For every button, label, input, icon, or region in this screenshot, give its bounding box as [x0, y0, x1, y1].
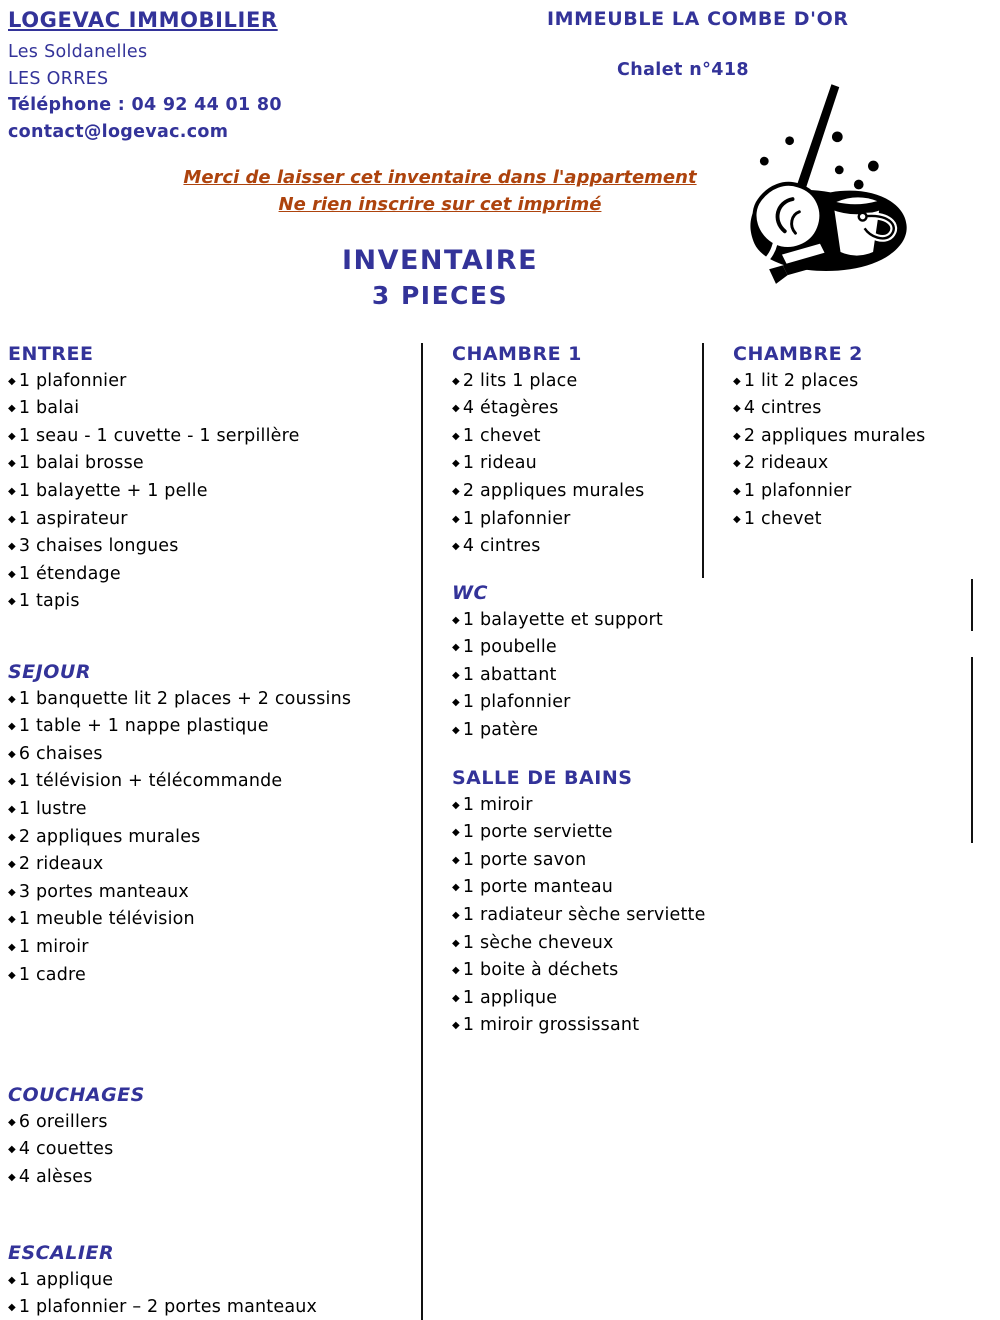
list-item: [733, 368, 926, 396]
diamond-bullet-icon: ◆: [8, 914, 16, 926]
list-item: [733, 506, 926, 534]
section-item-list: [8, 686, 351, 990]
list-item: [8, 796, 351, 824]
item-text: 1 tapis: [18, 591, 80, 612]
list-item: [8, 824, 351, 852]
list-item: [8, 879, 351, 907]
item-text: 4 couettes: [18, 1139, 114, 1160]
diamond-bullet-icon: ◆: [452, 485, 460, 497]
section-item-list: [452, 607, 663, 745]
margin-tick-lower: [971, 657, 973, 843]
item-text: 1 banquette lit 2 places + 2 coussins: [18, 688, 352, 709]
section-salle-de-bains: [452, 765, 706, 1040]
diamond-bullet-icon: ◆: [733, 485, 741, 497]
notice-block: [110, 164, 770, 218]
list-item: [733, 395, 926, 423]
item-text: 3 chaises longues: [18, 536, 179, 557]
item-text: 1 porte savon: [462, 849, 587, 870]
diamond-bullet-icon: ◆: [8, 596, 16, 608]
notice-line-2: Ne rien inscrire sur cet imprimé: [278, 194, 602, 215]
diamond-bullet-icon: ◆: [733, 403, 741, 415]
item-text: 1 miroir: [462, 794, 533, 815]
list-item: [8, 423, 300, 451]
list-item: [8, 906, 351, 934]
list-item: [452, 847, 706, 875]
list-item: [8, 1136, 145, 1164]
section-item-list: [8, 1109, 145, 1192]
diamond-bullet-icon: ◆: [8, 513, 16, 525]
list-item: [452, 368, 645, 396]
item-text: 1 chevet: [462, 425, 541, 446]
item-text: 1 chevet: [743, 508, 822, 529]
list-item: [8, 588, 300, 616]
section-title: CHAMBRE 1: [452, 343, 582, 365]
item-text: 1 patère: [462, 719, 539, 740]
item-text: 1 boite à déchets: [462, 960, 619, 981]
item-text: 4 étagères: [462, 398, 559, 419]
section-item-list: [733, 368, 926, 534]
item-text: 4 cintres: [743, 398, 822, 419]
item-text: 1 cadre: [18, 964, 87, 985]
cleaning-mop-bucket-icon: [738, 78, 923, 293]
item-text: 6 chaises: [18, 743, 103, 764]
item-text: 1 plafonnier: [462, 508, 571, 529]
diamond-bullet-icon: ◆: [452, 375, 460, 387]
diamond-bullet-icon: ◆: [8, 568, 16, 580]
list-item: [452, 957, 706, 985]
diamond-bullet-icon: ◆: [8, 1274, 16, 1286]
diamond-bullet-icon: ◆: [452, 430, 460, 442]
list-item: [8, 962, 351, 990]
diamond-bullet-icon: ◆: [452, 458, 460, 470]
list-item: [452, 607, 663, 635]
list-item: [8, 450, 300, 478]
diamond-bullet-icon: ◆: [8, 859, 16, 871]
item-text: 1 rideau: [462, 453, 537, 474]
item-text: 1 porte manteau: [462, 877, 614, 898]
item-text: 1 abattant: [462, 664, 557, 685]
list-item: [8, 934, 351, 962]
section-item-list: [8, 368, 300, 616]
list-item: [8, 395, 300, 423]
list-item: [452, 985, 706, 1013]
list-item: [452, 662, 663, 690]
item-text: 1 aspirateur: [18, 508, 128, 529]
diamond-bullet-icon: ◆: [452, 1020, 460, 1032]
list-item: [452, 874, 706, 902]
section-sejour: [8, 659, 351, 989]
diamond-bullet-icon: ◆: [452, 513, 460, 525]
list-item: [452, 395, 645, 423]
email-address: contact@logevac.com: [8, 121, 229, 142]
section-entree: [8, 341, 300, 616]
section-escalier: [8, 1240, 317, 1320]
diamond-bullet-icon: ◆: [8, 941, 16, 953]
list-item: [8, 768, 351, 796]
column-divider-left: [421, 343, 423, 1320]
list-item: [452, 792, 706, 820]
list-item: [8, 1164, 145, 1192]
section-item-list: [452, 368, 645, 561]
diamond-bullet-icon: ◆: [452, 909, 460, 921]
list-item: [8, 686, 351, 714]
item-text: 2 rideaux: [743, 453, 829, 474]
item-text: 1 plafonnier: [462, 692, 571, 713]
title-line-2: 3 PIECES: [371, 281, 509, 310]
list-item: [452, 930, 706, 958]
diamond-bullet-icon: ◆: [8, 541, 16, 553]
list-item: [733, 423, 926, 451]
notice-line-1: Merci de laisser cet inventaire dans l'appartement: [183, 167, 697, 188]
list-item: [8, 851, 351, 879]
list-item: [452, 506, 645, 534]
item-text: 1 plafonnier: [18, 370, 127, 391]
diamond-bullet-icon: ◆: [8, 430, 16, 442]
diamond-bullet-icon: ◆: [8, 803, 16, 815]
section-title: ENTREE: [8, 343, 94, 365]
section-item-list: [8, 1267, 317, 1320]
item-text: 1 miroir: [18, 936, 89, 957]
column-divider-right: [702, 343, 704, 578]
diamond-bullet-icon: ◆: [452, 799, 460, 811]
list-item: [452, 533, 645, 561]
diamond-bullet-icon: ◆: [8, 748, 16, 760]
diamond-bullet-icon: ◆: [452, 697, 460, 709]
item-text: 1 plafonnier: [743, 480, 852, 501]
list-item: [452, 689, 663, 717]
diamond-bullet-icon: ◆: [8, 831, 16, 843]
item-text: 1 lustre: [18, 798, 87, 819]
diamond-bullet-icon: ◆: [452, 965, 460, 977]
diamond-bullet-icon: ◆: [8, 1144, 16, 1156]
item-text: 2 appliques murales: [743, 425, 926, 446]
list-item: [452, 423, 645, 451]
list-item: [452, 717, 663, 745]
list-item: [8, 1267, 317, 1295]
list-item: [8, 713, 351, 741]
diamond-bullet-icon: ◆: [452, 669, 460, 681]
item-text: 3 portes manteaux: [18, 881, 189, 902]
diamond-bullet-icon: ◆: [8, 1116, 16, 1128]
list-item: [8, 506, 300, 534]
item-text: 1 étendage: [18, 563, 121, 584]
diamond-bullet-icon: ◆: [8, 458, 16, 470]
list-item: [452, 902, 706, 930]
chalet-number: Chalet n°418: [617, 60, 749, 80]
list-item: [452, 1012, 706, 1040]
item-text: 1 lit 2 places: [743, 370, 859, 391]
list-item: [733, 450, 926, 478]
section-chambre-1: [452, 341, 645, 561]
item-text: 2 appliques murales: [18, 826, 201, 847]
section-title: COUCHAGES: [8, 1084, 145, 1106]
item-text: 1 applique: [462, 987, 558, 1008]
diamond-bullet-icon: ◆: [452, 827, 460, 839]
diamond-bullet-icon: ◆: [8, 375, 16, 387]
diamond-bullet-icon: ◆: [8, 1302, 16, 1314]
item-text: 1 table + 1 nappe plastique: [18, 716, 269, 737]
item-text: 4 alèses: [18, 1166, 93, 1187]
item-text: 1 porte serviette: [462, 822, 613, 843]
diamond-bullet-icon: ◆: [452, 992, 460, 1004]
diamond-bullet-icon: ◆: [452, 403, 460, 415]
diamond-bullet-icon: ◆: [8, 403, 16, 415]
item-text: 1 seau - 1 cuvette - 1 serpillère: [18, 425, 300, 446]
item-text: 1 balayette + 1 pelle: [18, 480, 208, 501]
diamond-bullet-icon: ◆: [733, 375, 741, 387]
agency-header: [8, 6, 282, 145]
diamond-bullet-icon: ◆: [8, 721, 16, 733]
item-text: 1 balai brosse: [18, 453, 144, 474]
section-title: SALLE DE BAINS: [452, 767, 633, 789]
diamond-bullet-icon: ◆: [8, 969, 16, 981]
phone-number: Téléphone : 04 92 44 01 80: [8, 95, 282, 115]
section-title: CHAMBRE 2: [733, 343, 863, 365]
list-item: [8, 1294, 317, 1320]
section-couchages: [8, 1082, 145, 1191]
diamond-bullet-icon: ◆: [8, 693, 16, 705]
section-title: WC: [452, 582, 488, 604]
list-item: [8, 368, 300, 396]
item-text: 1 miroir grossissant: [462, 1015, 640, 1036]
section-title: ESCALIER: [8, 1242, 115, 1264]
list-item: [452, 478, 645, 506]
diamond-bullet-icon: ◆: [8, 886, 16, 898]
diamond-bullet-icon: ◆: [452, 541, 460, 553]
diamond-bullet-icon: ◆: [452, 642, 460, 654]
item-text: 1 balai: [18, 398, 80, 419]
item-text: 1 applique: [18, 1269, 114, 1290]
item-text: 6 oreillers: [18, 1111, 108, 1132]
section-chambre-2: [733, 341, 926, 533]
diamond-bullet-icon: ◆: [8, 1171, 16, 1183]
section-title: SEJOUR: [8, 661, 91, 683]
section-wc: [452, 580, 663, 745]
diamond-bullet-icon: ◆: [733, 430, 741, 442]
building-name: IMMEUBLE LA COMBE D'OR: [547, 8, 849, 30]
item-text: 1 sèche cheveux: [462, 932, 614, 953]
list-item: [452, 819, 706, 847]
item-text: 2 lits 1 place: [462, 370, 578, 391]
margin-tick-upper: [971, 579, 973, 631]
list-item: [8, 533, 300, 561]
list-item: [8, 478, 300, 506]
item-text: 1 meuble télévision: [18, 909, 195, 930]
diamond-bullet-icon: ◆: [8, 776, 16, 788]
diamond-bullet-icon: ◆: [733, 513, 741, 525]
list-item: [452, 450, 645, 478]
document-title: [110, 243, 770, 313]
title-line-1: INVENTAIRE: [341, 245, 539, 276]
item-text: 1 balayette et support: [462, 609, 663, 630]
residence-name: Les Soldanelles: [8, 42, 148, 62]
city-name: LES ORRES: [8, 68, 109, 89]
item-text: 1 plafonnier – 2 portes manteaux: [18, 1297, 318, 1318]
item-text: 2 appliques murales: [462, 480, 645, 501]
item-text: 1 télévision + télécommande: [18, 771, 283, 792]
list-item: [733, 478, 926, 506]
item-text: 1 radiateur sèche serviette: [462, 904, 706, 925]
list-item: [452, 634, 663, 662]
list-item: [8, 741, 351, 769]
item-text: 2 rideaux: [18, 854, 104, 875]
item-text: 1 poubelle: [462, 637, 557, 658]
diamond-bullet-icon: ◆: [452, 854, 460, 866]
diamond-bullet-icon: ◆: [452, 724, 460, 736]
diamond-bullet-icon: ◆: [8, 485, 16, 497]
section-item-list: [452, 792, 706, 1040]
diamond-bullet-icon: ◆: [733, 458, 741, 470]
list-item: [8, 1109, 145, 1137]
diamond-bullet-icon: ◆: [452, 614, 460, 626]
list-item: [8, 561, 300, 589]
item-text: 4 cintres: [462, 536, 541, 557]
diamond-bullet-icon: ◆: [452, 882, 460, 894]
diamond-bullet-icon: ◆: [452, 937, 460, 949]
company-name: LOGEVAC IMMOBILIER: [8, 8, 278, 32]
